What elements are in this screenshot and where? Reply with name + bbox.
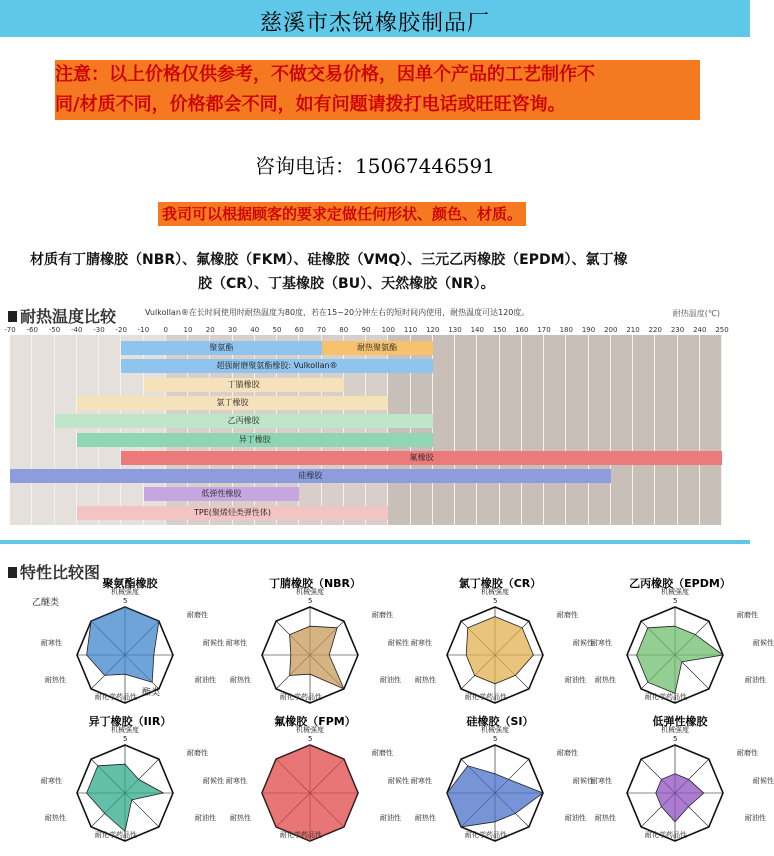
scale-tick: 150 bbox=[492, 326, 507, 334]
radar-max-label: 5 bbox=[308, 597, 313, 605]
grid-column bbox=[700, 335, 721, 525]
grid-column bbox=[77, 335, 98, 525]
radar-axis-label: 耐磨性 bbox=[372, 611, 393, 619]
scale-tick: 200 bbox=[604, 326, 618, 334]
square-icon bbox=[8, 567, 17, 578]
heat-bar: 乙丙橡胶 bbox=[55, 414, 433, 428]
scale-tick: 240 bbox=[693, 326, 707, 334]
section-divider bbox=[0, 540, 750, 544]
radar-max-label: 5 bbox=[673, 597, 678, 605]
radar-chart bbox=[590, 713, 774, 853]
scale-tick: 100 bbox=[381, 326, 395, 334]
radar-axis-label: 耐寒性 bbox=[41, 777, 62, 785]
radar-axis-label: 机械强度 bbox=[481, 588, 509, 596]
heat-bar: 氟橡胶 bbox=[121, 451, 722, 465]
grid-column bbox=[611, 335, 632, 525]
heat-bar: 硅橡胶 bbox=[10, 469, 611, 483]
contact-phone: 咨询电话：15067446591 bbox=[255, 154, 495, 178]
radar-axis-label: 耐寒性 bbox=[591, 639, 612, 647]
scale-tick: 30 bbox=[228, 326, 237, 334]
radar-axis-label: 耐热性 bbox=[595, 676, 616, 684]
scale-tick: 130 bbox=[448, 326, 462, 334]
scale-tick: 170 bbox=[537, 326, 551, 334]
scale-tick: 50 bbox=[272, 326, 282, 334]
radar-axis-label: 机械强度 bbox=[661, 588, 689, 596]
scale-tick: 180 bbox=[559, 326, 573, 334]
radar-axis-label: 耐寒性 bbox=[226, 777, 247, 785]
scale-tick: 160 bbox=[515, 326, 529, 334]
radar-axis-label: 耐热性 bbox=[45, 676, 66, 684]
radar-axis-label: 耐油性 bbox=[380, 814, 401, 822]
grid-column bbox=[500, 335, 521, 525]
scale-tick: 10 bbox=[183, 326, 193, 334]
grid-column bbox=[10, 335, 31, 525]
radar-title: 聚氨酯橡胶 bbox=[102, 577, 158, 590]
radar-axis-label: 机械强度 bbox=[111, 726, 139, 734]
radar-axis-label: 机械强度 bbox=[481, 726, 509, 734]
radar-title: 丁腈橡胶（NBR） bbox=[268, 577, 362, 590]
radar-axis-label: 耐化学药品性 bbox=[645, 693, 687, 701]
scale-tick: 140 bbox=[470, 326, 484, 334]
scale-tick: 110 bbox=[403, 326, 418, 334]
grid-column bbox=[522, 335, 543, 525]
scale-tick: 250 bbox=[715, 326, 729, 334]
radar-axis-label: 机械强度 bbox=[111, 588, 139, 596]
radar-axis-label: 耐寒性 bbox=[411, 777, 432, 785]
scale-tick: -50 bbox=[48, 326, 61, 334]
scale-tick: 0 bbox=[163, 326, 168, 334]
radar-axis-label: 耐寒性 bbox=[411, 639, 432, 647]
square-icon bbox=[8, 311, 17, 322]
radar-chart bbox=[590, 575, 774, 715]
radar-title: 低弹性橡胶 bbox=[652, 715, 708, 728]
radar-axis-label: 耐热性 bbox=[595, 814, 616, 822]
grid-column bbox=[477, 335, 498, 525]
scale-tick: 90 bbox=[361, 326, 371, 334]
radar-chart bbox=[225, 575, 409, 715]
heat-bar: 耐热聚氨酯 bbox=[322, 341, 433, 355]
radar-axis-label: 耐热性 bbox=[415, 814, 436, 822]
scale-tick: 20 bbox=[205, 326, 215, 334]
radar-axis-label: 耐磨性 bbox=[737, 611, 758, 619]
grid-column bbox=[99, 335, 120, 525]
heat-note: Vulkollan®在长时间使用时耐热温度为80度，若在15~20分钟左右的短时间内使用，耐热温度可达120度。 bbox=[145, 308, 530, 317]
grid-column bbox=[655, 335, 676, 525]
radar-chart bbox=[32, 575, 224, 715]
grid-column bbox=[544, 335, 565, 525]
radar-axis-label: 机械强度 bbox=[661, 726, 689, 734]
radar-axis-label: 耐磨性 bbox=[557, 611, 578, 619]
heat-bar: 丁腈橡胶 bbox=[144, 378, 344, 392]
radar-axis-label: 机械强度 bbox=[296, 726, 324, 734]
custom-order-note: 我司可以根据顾客的要求定做任何形状、颜色、材质。 bbox=[158, 202, 526, 226]
scale-tick: 80 bbox=[339, 326, 349, 334]
heat-bar: 超强耐磨聚氨酯橡胶: Vulkollan® bbox=[121, 359, 433, 373]
scale-tick: -20 bbox=[115, 326, 127, 334]
radar-axis-label: 耐磨性 bbox=[737, 749, 758, 757]
radar-axis-label: 耐候性 bbox=[388, 639, 409, 647]
scale-tick: -60 bbox=[26, 326, 38, 334]
radar-axis-label: 耐候性 bbox=[388, 777, 409, 785]
radar-title: 硅橡胶（SI） bbox=[466, 715, 534, 728]
grid-column bbox=[633, 335, 654, 525]
heat-title: 耐热温度比较 bbox=[20, 307, 117, 326]
radar-data-area bbox=[262, 745, 358, 841]
company-title: 慈溪市杰锐橡胶制品厂 bbox=[259, 11, 490, 36]
radar-title: 氟橡胶（FPM） bbox=[274, 715, 356, 728]
scale-tick: 70 bbox=[317, 326, 326, 334]
radar-axis-label: 耐化学药品性 bbox=[280, 693, 322, 701]
radar-chart bbox=[225, 713, 409, 853]
heat-bar: 氯丁橡胶 bbox=[77, 396, 389, 410]
scale-tick: -40 bbox=[71, 326, 83, 334]
radar-max-label: 5 bbox=[123, 597, 128, 605]
notice-line-1: 注意：以上价格仅供参考，不做交易价格，因单个产品的工艺制作不 bbox=[55, 60, 700, 90]
radar-axis-label: 耐磨性 bbox=[372, 749, 393, 757]
heat-bar: 聚氨酯 bbox=[121, 341, 321, 355]
radar-axis-label: 耐油性 bbox=[195, 814, 216, 822]
scale-tick: 120 bbox=[426, 326, 440, 334]
radar-axis-label: 机械强度 bbox=[296, 588, 324, 596]
grid-column bbox=[678, 335, 699, 525]
radar-max-label: 5 bbox=[308, 735, 313, 743]
scale-tick: 190 bbox=[581, 326, 596, 334]
radar-title: 氯丁橡胶（CR） bbox=[458, 577, 542, 590]
heat-bar: TPE(聚烯烃类弹性体) bbox=[77, 506, 389, 520]
radar-axis-label: 耐化学药品性 bbox=[280, 831, 322, 839]
radar-axis-label: 耐候性 bbox=[573, 639, 594, 647]
radar-axis-label: 耐化学药品性 bbox=[465, 831, 507, 839]
radar-axis-label: 耐候性 bbox=[573, 777, 594, 785]
scale-tick: 220 bbox=[648, 326, 662, 334]
radar-chart bbox=[410, 713, 594, 853]
grid-column bbox=[566, 335, 587, 525]
grid-column bbox=[433, 335, 454, 525]
header-bar bbox=[0, 0, 750, 37]
scale-tick: -70 bbox=[4, 326, 16, 334]
radar-axis-label: 耐化学药品性 bbox=[95, 831, 137, 839]
radar-axis-label: 耐化学药品性 bbox=[95, 693, 137, 701]
radar-axis-label: 耐化学药品性 bbox=[645, 831, 687, 839]
radar-axis-label: 耐候性 bbox=[203, 639, 224, 647]
notice-line-2: 同/材质不同，价格都会不同，如有问题请拨打电话或旺旺咨询。 bbox=[55, 90, 700, 120]
scale-tick: -10 bbox=[137, 326, 150, 334]
radar-axis-label: 耐油性 bbox=[380, 676, 401, 684]
radar-axis-label: 耐磨性 bbox=[187, 749, 208, 757]
radar-max-label: 5 bbox=[493, 735, 498, 743]
heat-bar: 低弹性橡胶 bbox=[144, 487, 300, 501]
radar-axis-label: 耐热性 bbox=[415, 676, 436, 684]
radar-title: 异丁橡胶（IIR） bbox=[88, 715, 172, 728]
grid-column bbox=[455, 335, 476, 525]
radar-axis-label: 耐磨性 bbox=[187, 611, 208, 619]
radar-axis-label: 耐化学药品性 bbox=[465, 693, 507, 701]
heat-unit: 耐热温度(℃) bbox=[672, 309, 720, 318]
radar-axis-label: 耐油性 bbox=[565, 676, 586, 684]
heat-comparison-chart bbox=[10, 335, 722, 525]
radar-axis-label: 耐寒性 bbox=[41, 639, 62, 647]
radar-axis-label: 耐候性 bbox=[203, 777, 224, 785]
radar-axis-label: 耐热性 bbox=[45, 814, 66, 822]
radar-axis-label: 耐油性 bbox=[195, 676, 216, 684]
radar-axis-label: 耐油性 bbox=[565, 814, 586, 822]
scale-tick: 210 bbox=[626, 326, 640, 334]
radar-max-label: 5 bbox=[673, 735, 678, 743]
materials-line-2: 胶（CR）、丁基橡胶（BU）、天然橡胶（NR）。 bbox=[198, 276, 495, 292]
grid-column bbox=[55, 335, 76, 525]
radar-axis-label: 耐热性 bbox=[230, 676, 251, 684]
heat-bar: 异丁橡胶 bbox=[77, 433, 433, 447]
props-title: 特性比较图 bbox=[20, 563, 101, 582]
radar-axis-label: 耐油性 bbox=[745, 814, 766, 822]
materials-line-1: 材质有丁腈橡胶（NBR）、氟橡胶（FKM）、硅橡胶（VMQ）、三元乙丙橡胶（EPDM）、氯丁橡 bbox=[30, 252, 628, 268]
scale-tick: 60 bbox=[294, 326, 304, 334]
radar-chart bbox=[40, 713, 224, 853]
grid-column bbox=[589, 335, 610, 525]
scale-tick: 40 bbox=[250, 326, 260, 334]
radar-title: 乙丙橡胶（EPDM） bbox=[629, 577, 731, 590]
radar-chart bbox=[410, 575, 594, 715]
scale-tick: 230 bbox=[670, 326, 685, 334]
radar-axis-label: 耐寒性 bbox=[226, 639, 247, 647]
radar-annotation: 乙醚类 bbox=[32, 598, 60, 608]
radar-axis-label: 耐寒性 bbox=[591, 777, 612, 785]
scale-tick: -30 bbox=[93, 326, 105, 334]
radar-axis-label: 耐油性 bbox=[745, 676, 766, 684]
radar-max-label: 5 bbox=[493, 597, 498, 605]
radar-max-label: 5 bbox=[123, 735, 128, 743]
heat-section-heading bbox=[8, 304, 116, 327]
radar-annotation: 酯类 bbox=[142, 688, 161, 698]
radar-axis-label: 耐热性 bbox=[230, 814, 251, 822]
radar-axis-label: 耐候性 bbox=[753, 777, 774, 785]
radar-axis-label: 耐磨性 bbox=[557, 749, 578, 757]
radar-axis-label: 耐候性 bbox=[753, 639, 774, 647]
grid-column bbox=[32, 335, 53, 525]
